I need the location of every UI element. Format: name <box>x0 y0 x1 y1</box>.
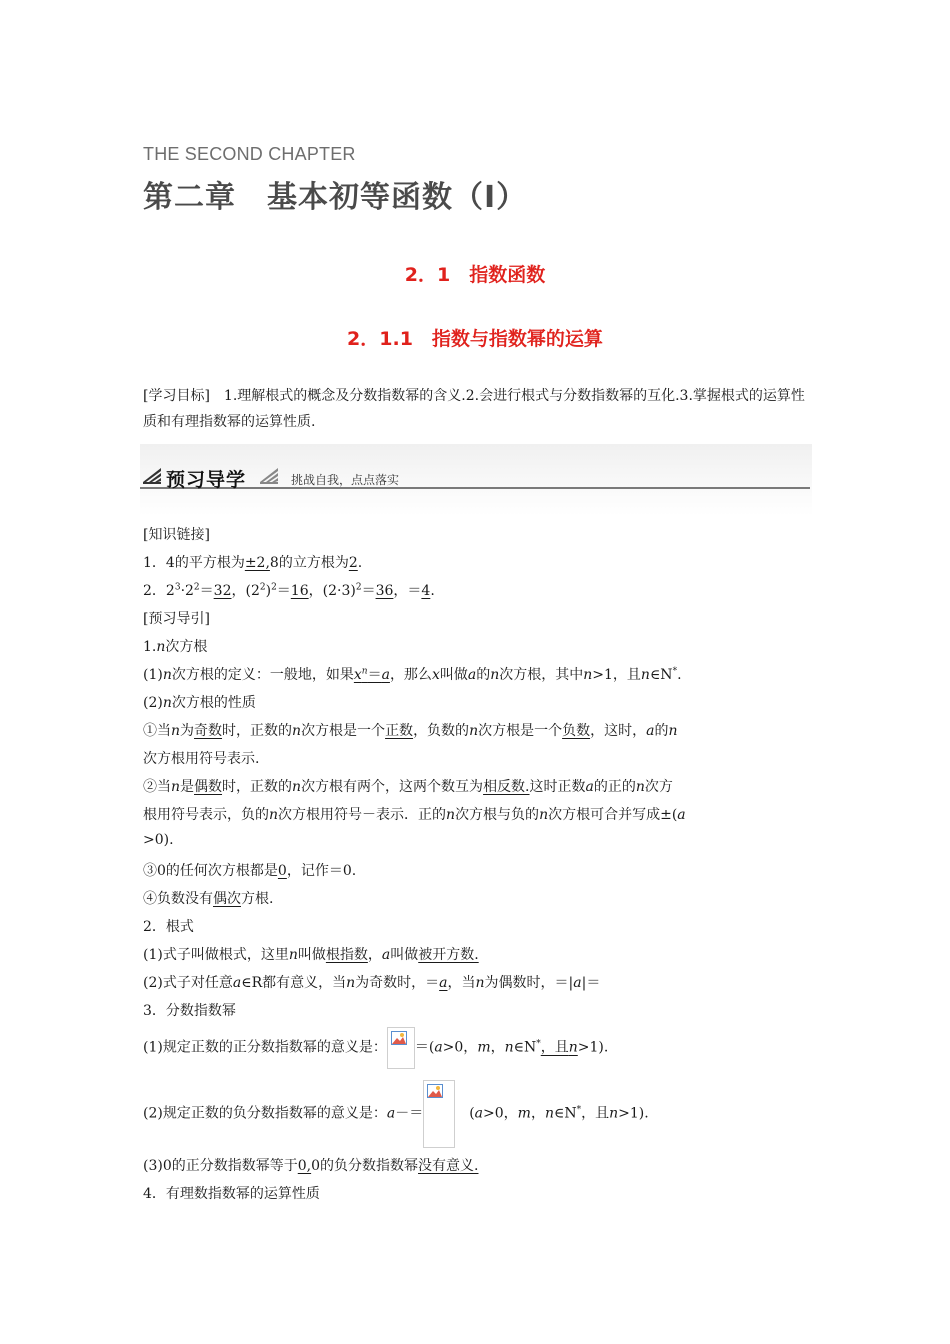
chapter-title: 第二章 基本初等函数（Ⅰ） <box>143 180 528 215</box>
text-line: 2．根式 <box>143 919 194 935</box>
banner-subtitle: 挑战自我，点点落实 <box>291 473 400 487</box>
image-placeholder-icon <box>423 1080 455 1148</box>
text-line: ①当n为奇数时，正数的n次方根是一个正数，负数的n次方根是一个负数，这时，a的n <box>143 723 678 739</box>
section-title: 2．1 指数函数 <box>404 264 546 286</box>
text-line: 3．分数指数幂 <box>143 1003 236 1019</box>
image-placeholder-icon <box>387 1027 415 1069</box>
banner-stripes-icon <box>141 466 163 484</box>
learning-goals <box>143 383 811 435</box>
text-line: (1)式子叫做根式，这里n叫做根指数，a叫做被开方数. <box>143 947 479 963</box>
banner-title: 预习导学 <box>166 469 247 491</box>
knowledge-link-heading: [知识链接] <box>143 527 210 543</box>
text-line: (2)式子对任意a∈R都有意义，当n为奇数时，＝a，当n为偶数时，＝|a|＝ <box>143 975 601 991</box>
text-line: 2．$2^3\cdot 2^2=32$，$(2^2)^2=16$，$(2\cdot 3)^2=36$，＝4. <box>143 582 435 599</box>
preview-guide-heading: [预习导引] <box>143 611 210 627</box>
text-line: ②当n是偶数时，正数的n次方根有两个，这两个数互为相反数.这时正数a的正的n次方 <box>143 779 673 795</box>
text-line: ③0的任何次方根都是0，记作＝0. <box>143 863 357 879</box>
subsection-title: 2．1.1 指数与指数幂的运算 <box>347 328 603 350</box>
text-line: 1.n次方根 <box>143 639 208 655</box>
text-line: 次方根用符号表示. <box>143 751 260 767</box>
text-line: (3)0的正分数指数幂等于0,0的负分数指数幂没有意义. <box>143 1158 479 1174</box>
text-line: (2)n次方根的性质 <box>143 695 256 711</box>
goals-label: [学习目标] <box>143 388 210 404</box>
text-line: (1)n次方根的定义：一般地，如果$x^n=a$，那么x叫做a的n次方根，其中n>1，且n∈N*. <box>143 666 682 683</box>
text-line: (1)规定正数的正分数指数幂的意义是： ＝(a>0，m，n∈N*，且n>1). <box>143 1024 608 1064</box>
banner-stripes-icon <box>258 466 280 484</box>
text-line: >0). <box>143 832 174 848</box>
text-line: 根用符号表示，负的n次方根用符号－表示．正的n次方根与负的n次方根可合并写成±(a <box>143 807 686 823</box>
text-line: ④负数没有偶次方根. <box>143 891 274 907</box>
text-line: 4．有理数指数幂的运算性质 <box>143 1186 320 1202</box>
text-line: (2)规定正数的负分数指数幂的意义是：a－＝ (a>0，m，n∈N*，且n>1). <box>143 1076 649 1144</box>
goals-text: 1.理解根式的概念及分数指数幂的含义.2.会进行根式与分数指数幂的互化.3.掌握根式的运算性质和有理指数幂的运算性质. <box>143 388 805 430</box>
text-line: 1．4的平方根为±2,8的立方根为2. <box>143 555 363 571</box>
chapter-english-title: THE SECOND CHAPTER <box>143 144 356 164</box>
